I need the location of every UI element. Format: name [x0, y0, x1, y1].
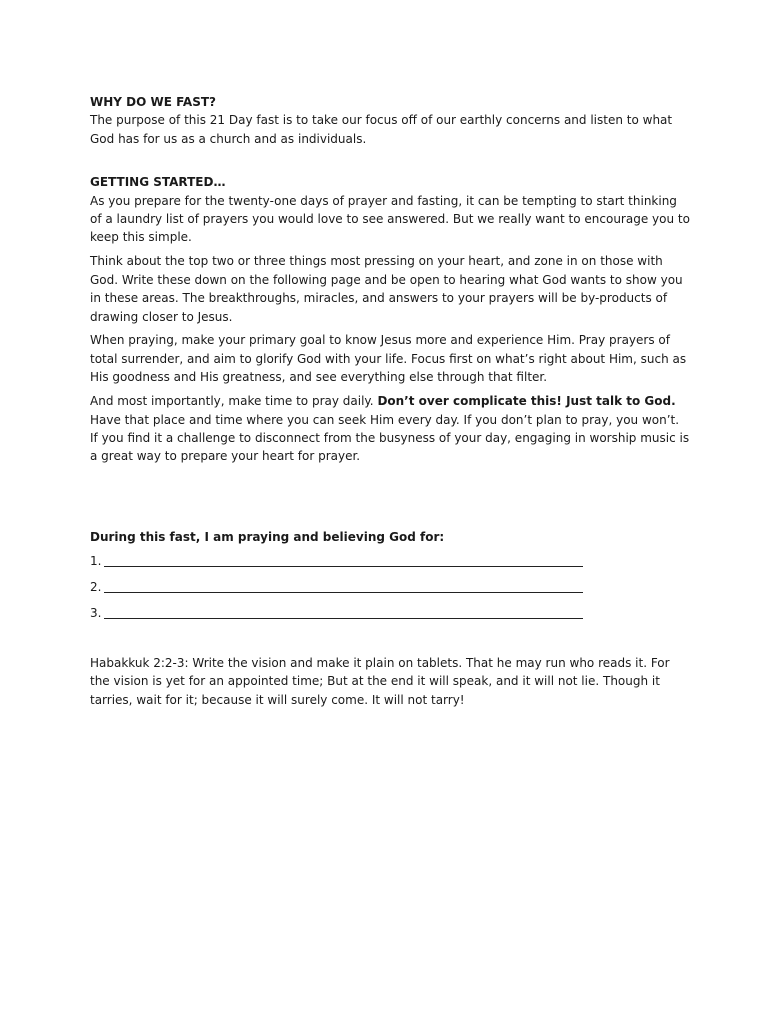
prayer-line-number: 1. — [90, 553, 102, 568]
prayer-blank-line[interactable] — [104, 591, 583, 593]
prayer-blank-line[interactable] — [104, 617, 583, 619]
prayer-blank-line[interactable] — [104, 565, 583, 567]
getting-started-paragraph-1: As you prepare for the twenty-one days of prayer and fasting, it can be tempting to start thinking of a laundry list of prayers you would love to see answered. But we really want to encourage you to keep this simple. — [90, 193, 690, 245]
prayer-line-2[interactable] — [90, 578, 583, 596]
document-page — [90, 93, 690, 707]
prayer-line-number: 3. — [90, 605, 102, 620]
paragraph-4-emphasis: Don’t over complicate this! Just talk to God. — [377, 394, 676, 409]
paragraph-4-start: And most importantly, make time to pray daily. — [90, 394, 378, 409]
why-heading: WHY DO WE FAST? — [90, 95, 216, 109]
getting-started-paragraph-4 — [90, 392, 690, 466]
prayer-line-1[interactable] — [90, 552, 583, 570]
section-spacer — [90, 148, 690, 173]
why-text: The purpose of this 21 Day fast is to take our focus off of our earthly concerns and listen to what God has for us as a church and as individuals. — [90, 113, 673, 146]
getting-started-heading: GETTING STARTED… — [90, 175, 226, 190]
prayer-line-number: 2. — [90, 579, 102, 594]
prayer-line-3[interactable] — [90, 604, 583, 622]
scripture-quote: Habakkuk 2:2-3: Write the vision and make it plain on tablets. That he may run who reads it. For the vision is yet for an appointed time; But at the end it will speak, and it will not lie. Though it tarries, wait for it; because it will surely come. It will not tarry! — [90, 656, 670, 707]
paragraph-4-end: Have that place and time where you can seek Him every day. If you don’t plan to pray, you won’t. If you find it a challenge to disconnect from the busyness of your day, engaging in worship music is a great way to prepare your heart for prayer. — [90, 412, 690, 464]
getting-started-paragraph-3: When praying, make your primary goal to know Jesus more and experience Him. Pray prayers of total surrender, and aim to glorify God with your life. Focus first on what’s right about Him, such as His goodness and His greatness, and see everything else through that filter. — [90, 333, 687, 385]
prayer-prompt: During this fast, I am praying and believing God for: — [90, 530, 445, 544]
getting-started-paragraph-2: Think about the top two or three things most pressing on your heart, and zone in on those with God. Write these down on the following page and be open to hearing what God wants to show you in these areas. The breakthroughs, miracles, and answers to your prayers will be by-products of drawing closer to Jesus. — [90, 254, 683, 324]
